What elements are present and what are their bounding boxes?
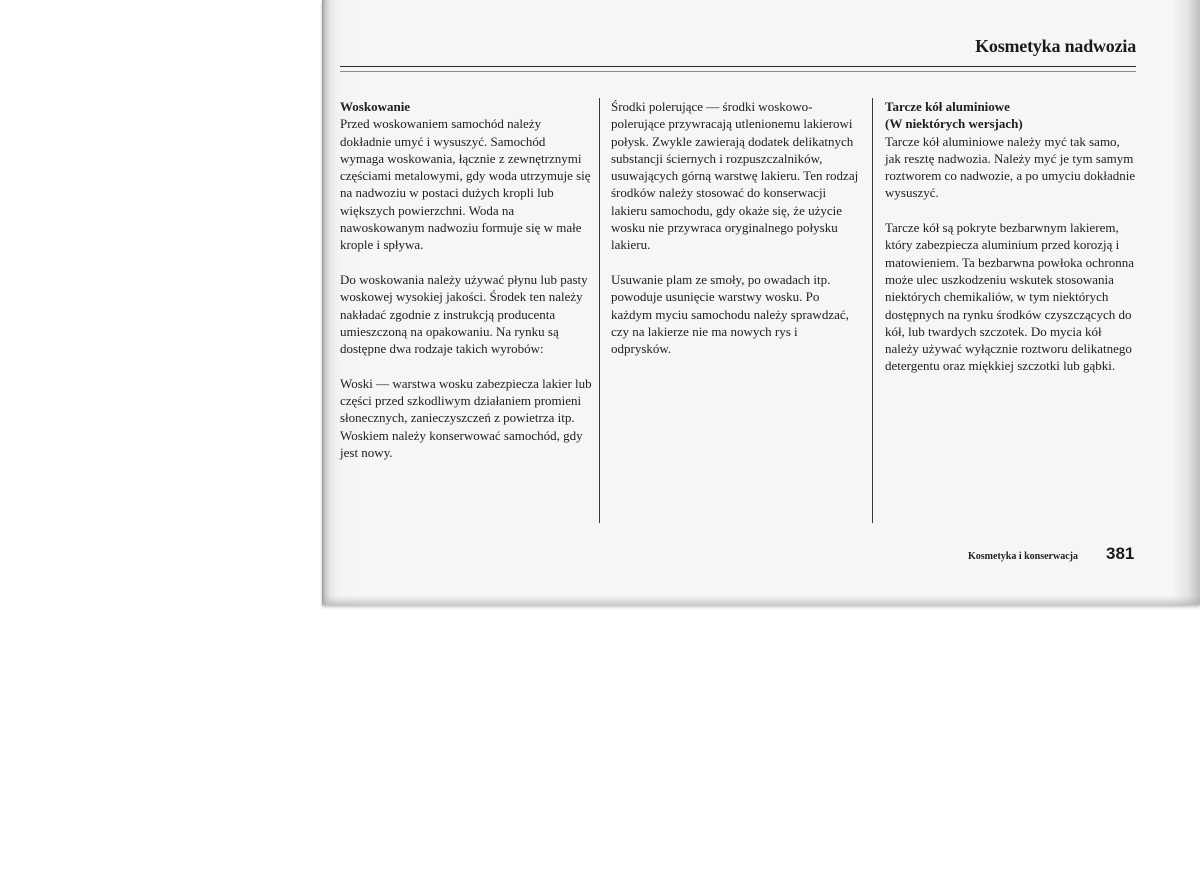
- wheels-paragraph-1: Tarcze kół aluminiowe należy myć tak samo, jak resztę nadwozia. Należy myć je tym samym roztworem co nadwozie, a po umyciu dokładnie wysuszyć.: [885, 133, 1136, 201]
- wheels-paragraph-2: Tarcze kół są pokryte bezbarwnym lakierem, który zabezpiecza aluminium przed korozją i matowieniem. Ta bezbarwna powłoka ochronna może ulec uszkodzeniu wskutek stosowania niektórych chemikaliów, w tym niektórych dostępnych na rynku środków czyszczących do kół, lub twardych szczotek. Do mycia kół należy używać wyłącznie roztworu delikatnego detergentu oraz miękkiej szczotki lub gąbki.: [885, 220, 1135, 374]
- waxing-paragraph-2: Do woskowania należy używać płynu lub pasty woskowej wysokiej jakości. Środek ten należy nakładać zgodnie z instrukcją producenta umieszczoną na opakowaniu. Na rynku są dostępne dwa rodzaje takich wyrobów:: [340, 271, 588, 357]
- column-polishing: [611, 98, 861, 375]
- wheels-subheading: (W niektórych wersjach): [885, 116, 1023, 132]
- header-rule-thin: [340, 71, 1136, 72]
- column-divider-2: [872, 98, 873, 523]
- polishing-paragraph-1: Środki polerujące — środki woskowo-polerujące przywracają utlenionemu lakierowi połysk. Zwykle zawierają dodatek delikatnych substancji ściernych i rozpuszczalników, usuwających górną warstwę lakieru. Ten rodzaj środków należy stosować do konserwacji lakieru samochodu, gdy okaże się, że użycie wosku nie przywraca oryginalnego połysku lakieru.: [611, 99, 859, 253]
- waxing-section: [340, 98, 592, 254]
- column-waxing: [340, 98, 592, 479]
- page-title: Kosmetyka nadwozia: [975, 36, 1136, 56]
- header-rule: [340, 66, 1136, 67]
- waxing-paragraph-3: Woski — warstwa wosku zabezpiecza lakier lub części przed szkodliwym działaniem promieni słonecznych, zanieczyszczeń z powietrza itp. Woskiem należy konserwować samochód, gdy jest nowy.: [340, 375, 592, 460]
- page-number: 381: [1106, 544, 1135, 563]
- wheels-heading: Tarcze kół aluminiowe: [885, 99, 1010, 114]
- column-alloy-wheels: [885, 98, 1137, 392]
- column-divider-1: [599, 98, 600, 523]
- polishing-paragraph-2: Usuwanie plam ze smoły, po owadach itp. powoduje usunięcie warstwy wosku. Po każdym myciu samochodu należy sprawdzać, czy na lakierze nie ma nowych rys i odprysków.: [611, 271, 849, 357]
- wheels-section: [885, 98, 1137, 202]
- waxing-heading: Woskowanie: [340, 99, 411, 114]
- waxing-paragraph-1: Przed woskowaniem samochód należy dokładnie umyć i wysuszyć. Samochód wymaga woskowania, łącznie z zewnętrznymi częściami metalowymi, gdy woda utrzymuje się na nadwoziu w postaci dużych kropli lub większych powierzchni. Woda na nawoskowanym nadwoziu formuje się w małe krople i spływa.: [340, 116, 591, 253]
- page-edge-shadow: [322, 596, 1200, 605]
- scan-background: [0, 0, 322, 605]
- footer-section-title: Kosmetyka i konserwacja: [968, 551, 1078, 562]
